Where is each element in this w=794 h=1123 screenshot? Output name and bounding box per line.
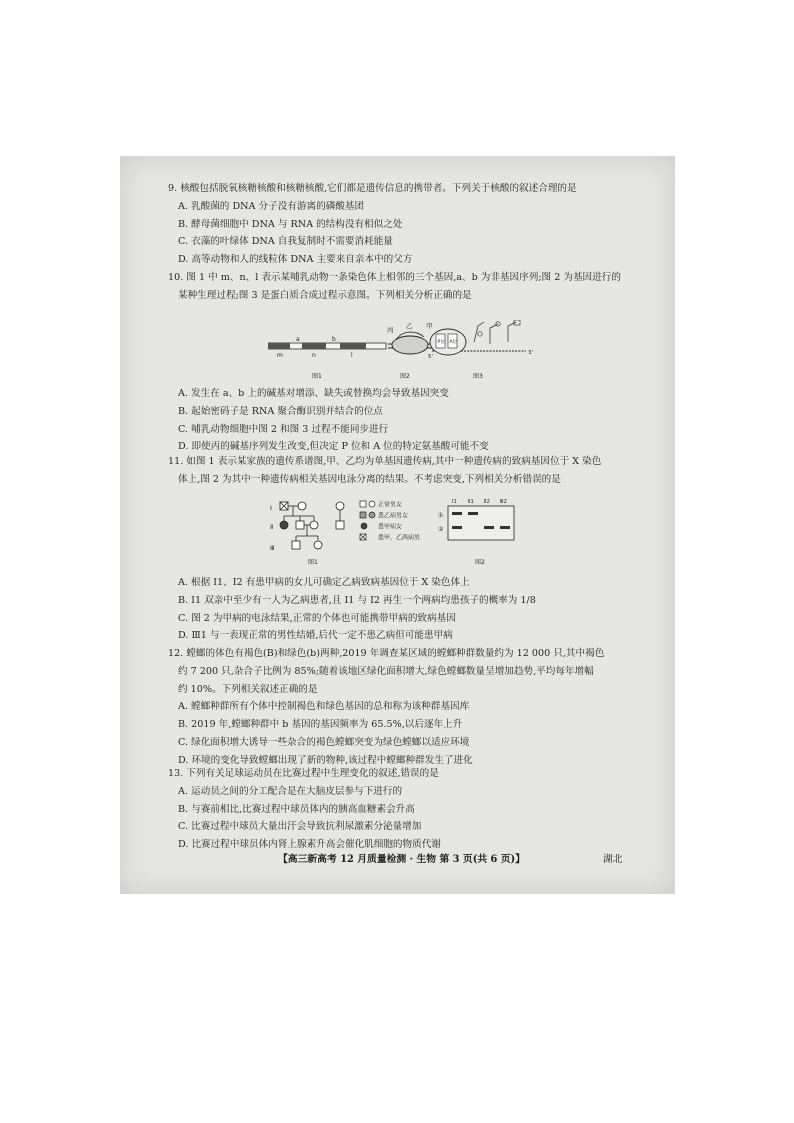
gel-lane-i1: Ⅰ1 <box>452 499 457 505</box>
fig3-label-p: P位 <box>437 340 445 345</box>
question-13 <box>168 765 658 854</box>
fig3-label-5prime: 5' <box>428 354 434 360</box>
question-11-option-d: D. Ⅲ1 与一表现正常的男性结婚,后代一定不患乙病但可能患甲病 <box>178 630 453 642</box>
fig1-label-n: n <box>312 352 316 359</box>
question-13-stem: 13. 下列有关足球运动员在比赛过程中生理变化的叙述,错误的是 <box>168 768 439 779</box>
gel-band-1: ① <box>438 512 444 519</box>
question-11-stem-line1: 11. 如图 1 表示某家族的遗传系谱图,甲、乙均为单基因遗传病,其中一种遗传病的致病基因位于 X 染色 <box>168 456 602 467</box>
question-13-option-d: D. 比赛过程中球员体内肾上腺素升高会催化肌细胞的物质代谢 <box>178 839 441 851</box>
gel-lane-ii2: Ⅱ2 <box>484 499 490 505</box>
question-9-option-c: C. 衣藻的叶绿体 DNA 自我复制时不需要消耗能量 <box>178 236 393 248</box>
question-12 <box>168 645 658 770</box>
fig11-caption-2: 图2 <box>475 559 485 566</box>
question-11-option-b: B. Ⅰ1 双亲中至少有一人为乙病患者,且 Ⅰ1 与 Ⅰ2 再生一个两病均患孩子的概率为 1/8 <box>178 594 536 606</box>
question-13-option-c: C. 比赛过程中球员大量出汗会导致抗利尿激素分泌量增加 <box>178 821 422 833</box>
question-12-stem-line1: 12. 螳螂的体色有褐色(B)和绿色(b)两种,2019 年调查某区域的螳螂种群数量约为 12 000 只,其中褐色 <box>168 648 605 659</box>
fig1-label-b: b <box>332 336 336 343</box>
legend-both-diseases-male: 患甲、乙两病男 <box>378 534 421 542</box>
question-11-stem <box>168 453 658 489</box>
fig1-label-l: l <box>351 352 353 359</box>
legend-disease-b: 患乙病男女 <box>378 512 409 520</box>
generation-iii: Ⅲ <box>270 544 275 552</box>
question-10-stem <box>168 269 658 305</box>
exam-page-photo <box>120 156 675 894</box>
fig2-label-bing: 丙 <box>387 326 394 334</box>
question-12-option-d: D. 环境的变化导致螳螂出现了新的物种,该过程中螳螂种群发生了进化 <box>178 754 473 766</box>
figure-1-chromosome <box>268 336 386 359</box>
question-12-option-a: A. 螳螂种群所有个体中控制褐色和绿色基因的总和称为该种群基因库 <box>178 701 470 713</box>
figure-3-ribosome <box>428 320 533 360</box>
fig2-label-yi: 乙 <box>406 322 413 330</box>
fig3-label-3prime: 3' <box>528 350 534 356</box>
fig11-caption-1: 图1 <box>308 559 318 566</box>
question-11-option-c: C. 图 2 为甲病的电泳结果,正常的个体也可能携带甲病的致病基因 <box>178 612 456 624</box>
question-9-option-a: A. 乳酸菌的 DNA 分子没有游离的磷酸基团 <box>178 200 365 212</box>
page-footer: 【高三新高考 12 月质量检测 · 生物 第 3 页(共 6 页)】 <box>278 854 525 865</box>
fig1-label-m: m <box>277 352 283 359</box>
question-10-options <box>168 385 658 456</box>
pedigree-chart <box>270 502 344 552</box>
question-13-option-b: B. 与赛前相比,比赛过程中球员体内的胰高血糖素会升高 <box>178 803 415 815</box>
fig3-label-a: A位 <box>449 340 458 345</box>
gel-band-2: ② <box>438 526 444 533</box>
question-10-option-a: A. 发生在 a、b 上的碱基对增添、缺失或替换均会导致基因突变 <box>178 388 449 399</box>
question-11-option-a: A. 根据 Ⅰ1、Ⅰ2 有患甲病的女儿可确定乙病致病基因位于 X 染色体上 <box>178 577 470 588</box>
question-10-figure <box>268 320 548 382</box>
gel-lane-iii2: Ⅲ2 <box>500 499 507 505</box>
question-12-stem-line3: 约 10%。下列相关叙述正确的是 <box>178 683 318 695</box>
question-12-option-c: C. 绿化面积增大诱导一些杂合的褐色螳螂突变为绿色螳螂以适应环境 <box>178 736 470 748</box>
fig2-label-jia: 甲 <box>426 322 433 330</box>
question-10-option-c: C. 哺乳动物细胞中图 2 和图 3 过程不能同步进行 <box>178 423 389 435</box>
question-12-stem-line2: 约 7 200 只,杂合子比例为 85%;随着该地区绿化面积增大,绿色螳螂数量呈增加趋势,平均每年增幅 <box>178 665 594 677</box>
question-9-option-b: B. 酵母菌细胞中 DNA 与 RNA 的结构没有相似之处 <box>178 218 403 230</box>
question-9-option-d: D. 高等动物和人的线粒体 DNA 主要来自亲本中的父方 <box>178 254 413 266</box>
question-13-option-a: A. 运动员之间的分工配合是在大脑皮层参与下进行的 <box>178 785 403 797</box>
question-10-stem-line2: 某种生理过程;图 3 是蛋白质合成过程示意图。下列相关分析正确的是 <box>178 289 472 301</box>
question-11-options <box>168 574 658 645</box>
generation-ii: Ⅱ <box>270 523 274 531</box>
question-12-option-b: B. 2019 年,螳螂种群中 b 基因的基因频率为 65.5%,以后逐年上升 <box>178 719 463 731</box>
fig1-label-a: a <box>296 336 300 343</box>
region-label: 湖北 <box>603 854 623 865</box>
question-11-figure <box>270 496 520 568</box>
generation-i: Ⅰ <box>270 504 272 512</box>
legend-disease-a-female: 患甲病女 <box>378 523 403 531</box>
gel-lane-ii1: Ⅱ1 <box>468 499 474 505</box>
question-10-option-d: D. 即使丙的碱基序列发生改变,但决定 P 位和 A 位的特定氨基酸可能不变 <box>178 441 489 453</box>
question-10-stem-line1: 10. 图 1 中 m、n、l 表示某哺乳动物一条染色体上相邻的三个基因,a、b 为非基因序列;图 2 为基因进行的 <box>168 272 621 283</box>
figure-2-transcription <box>387 322 436 354</box>
fig10-caption-2: 图2 <box>400 373 410 380</box>
question-11-stem-line2: 体上,图 2 为其中一种遗传病相关基因电泳分离的结果。不考虑突变,下列相关分析错误的是 <box>178 473 561 485</box>
pedigree-legend <box>360 501 420 542</box>
electrophoresis-gel <box>438 499 514 540</box>
question-10-option-b: B. 起始密码子是 RNA 聚合酶识别并结合的位点 <box>178 405 383 417</box>
fig10-caption-3: 图3 <box>473 373 483 380</box>
question-9 <box>168 180 658 269</box>
legend-normal: 正常男女 <box>378 501 403 509</box>
fig10-caption-1: 图1 <box>312 373 322 380</box>
question-9-stem: 9. 核酸包括脱氧核糖核酸和核糖核酸,它们都是遗传信息的携带者。下列关于核酸的叙述合理的是 <box>168 183 577 194</box>
